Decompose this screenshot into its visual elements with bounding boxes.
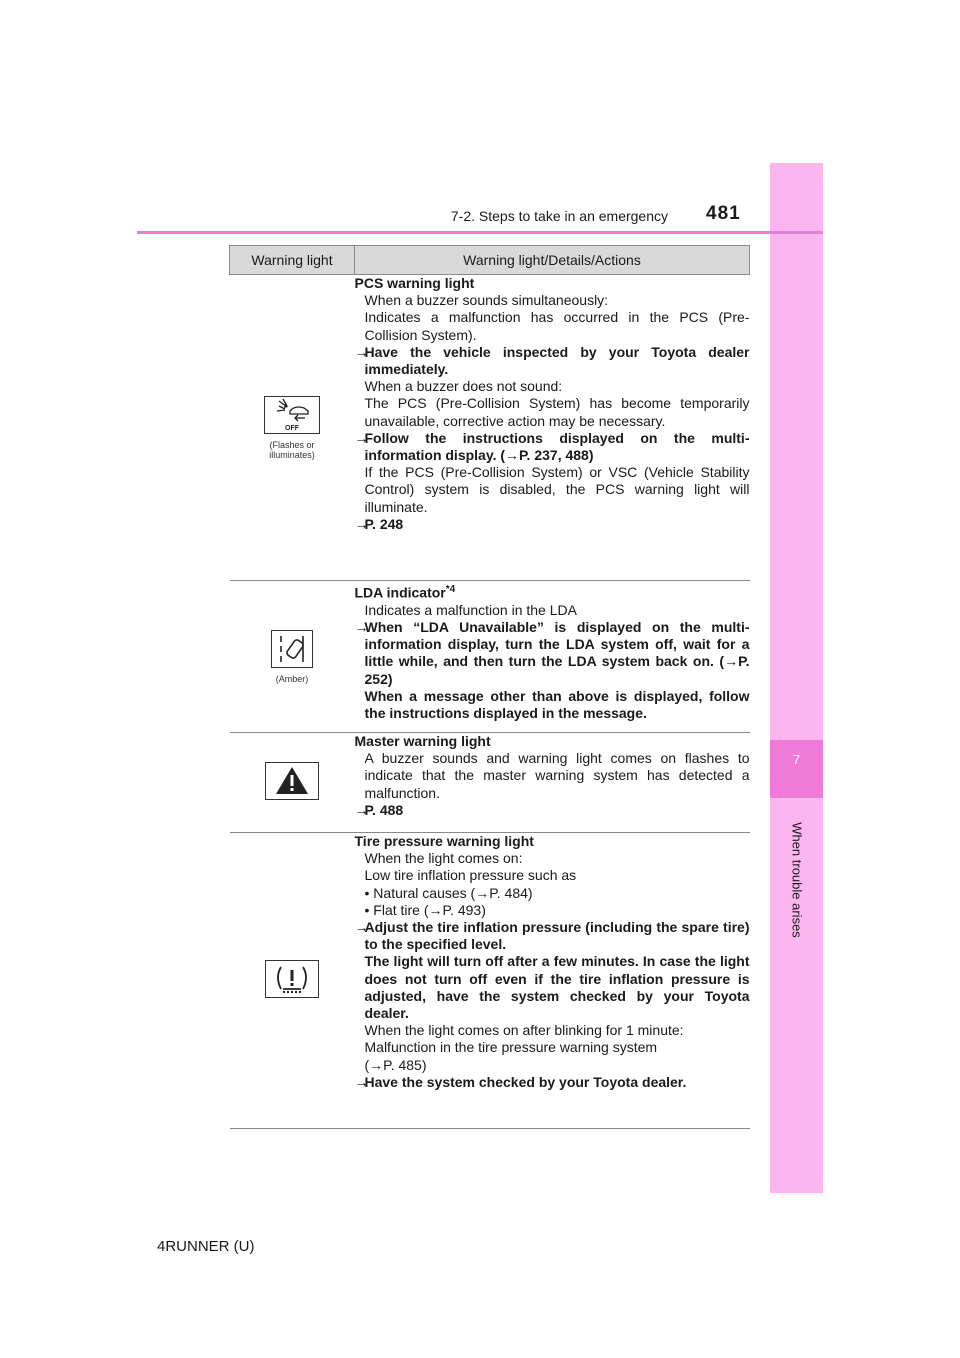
detail-text: If the PCS (Pre-Collision System) or VSC (Vehicle Stability Control) system is disabled, the PCS warning light will illuminate. <box>364 464 750 515</box>
action-item <box>355 619 750 688</box>
master-warning-icon <box>265 762 319 800</box>
chapter-number: 7 <box>792 752 801 767</box>
detail-text: When the light comes on: <box>364 850 523 867</box>
bullet-item: • Flat tire (→P. 493) <box>364 901 486 918</box>
warning-light-cell <box>230 275 355 581</box>
section-title: 7-2. Steps to take in an emergency <box>450 208 668 224</box>
detail-text: Indicates a malfunction has occurred in the PCS (Pre-Collision System). <box>364 309 750 343</box>
row-title: Master warning light <box>354 733 491 749</box>
chapter-tab-highlight <box>770 740 823 798</box>
action-text: When a message other than above is displayed, follow the instructions displayed in the message. <box>364 687 750 722</box>
detail-text: Malfunction in the tire pressure warning system <box>364 1039 658 1056</box>
action-text: Have the vehicle inspected by your Toyota dealer immediately. <box>364 343 750 378</box>
action-text: Have the system checked by your Toyota dealer. <box>364 1073 687 1090</box>
row-title-text: LDA indicator <box>354 584 446 601</box>
arrow-icon: → <box>354 619 369 636</box>
table-row <box>230 581 750 733</box>
action-item <box>355 953 750 1022</box>
lda-icon <box>271 630 313 668</box>
col-header-details: Warning light/Details/Actions <box>355 246 750 275</box>
detail-text: When a buzzer sounds simultaneously: <box>364 292 609 309</box>
detail-text: When the light comes on after blinking for 1 minute: <box>364 1022 684 1039</box>
row-title <box>355 581 750 602</box>
warning-light-cell <box>230 833 355 1129</box>
detail-text: When a buzzer does not sound: <box>364 378 563 395</box>
pcs-off-icon <box>264 396 320 434</box>
action-text: The light will turn off after a few minutes. In case the light does not turn off even if the tire inflation pressure is adjusted, have the system checked by your Toyota dealer. <box>364 953 750 1022</box>
action-text: P. 488 <box>364 801 404 818</box>
table-row <box>230 833 750 1129</box>
detail-text: Low tire inflation pressure such as <box>364 867 577 884</box>
details-cell <box>355 581 750 733</box>
warning-light-table <box>229 245 750 1129</box>
bullet-item: • Natural causes (→P. 484) <box>364 884 533 901</box>
indent-spacer <box>355 953 365 1022</box>
page-number: 481 <box>706 203 741 224</box>
icon-caption: (Flashes or illuminates) <box>269 439 315 460</box>
action-item <box>355 516 750 533</box>
arrow-icon: → <box>354 919 369 936</box>
details-cell <box>355 733 750 833</box>
action-item <box>355 1074 750 1091</box>
action-text: P. 248 <box>364 515 404 532</box>
detail-text: A buzzer sounds and warning light comes on flashes to indicate that the master warning system has detected a malfunction. <box>364 750 750 801</box>
tire-pressure-icon <box>265 960 319 998</box>
detail-text: The PCS (Pre-Collision System) has become temporarily unavailable, corrective action may be necessary. <box>364 395 750 429</box>
arrow-icon: → <box>354 801 369 818</box>
indent-spacer <box>355 688 365 722</box>
footer-model: 4RUNNER (U) <box>157 1238 255 1255</box>
arrow-icon: → <box>354 429 369 446</box>
action-item <box>355 344 750 378</box>
svg-text:OFF: OFF <box>285 424 299 432</box>
arrow-icon: → <box>354 1073 369 1090</box>
action-text: Adjust the tire inflation pressure (including the spare tire) to the specified level. <box>364 919 750 953</box>
footnote-ref: *4 <box>445 584 456 595</box>
table-row <box>230 275 750 581</box>
action-item <box>355 919 750 953</box>
col-header-warning-light: Warning light <box>230 246 355 275</box>
arrow-icon: → <box>354 515 369 532</box>
row-title: PCS warning light <box>354 275 475 291</box>
detail-text: (→P. 485) <box>364 1056 427 1073</box>
action-item <box>355 430 750 464</box>
details-cell <box>355 833 750 1129</box>
table-row <box>230 733 750 833</box>
table-header-row <box>230 246 750 275</box>
details-cell <box>355 275 750 581</box>
chapter-side-tab <box>770 163 823 1193</box>
detail-text: Indicates a malfunction in the LDA <box>364 601 577 618</box>
icon-caption: (Amber) <box>275 673 309 684</box>
warning-light-cell <box>230 581 355 733</box>
row-title: Tire pressure warning light <box>354 833 534 849</box>
header-rule <box>137 231 823 234</box>
action-text: Follow the instructions displayed on the multi-information display. (→P. 237, 488) <box>364 429 750 464</box>
action-item <box>355 802 750 819</box>
arrow-icon: → <box>354 343 369 360</box>
action-text: When “LDA Unavailable” is displayed on the multi-information display, turn the LDA system off, wait for a little while, and then turn the LDA system back on. (→P. 252) <box>364 619 750 687</box>
action-item <box>355 688 750 722</box>
chapter-side-label: When trouble arises <box>789 822 805 938</box>
warning-light-cell <box>230 733 355 833</box>
